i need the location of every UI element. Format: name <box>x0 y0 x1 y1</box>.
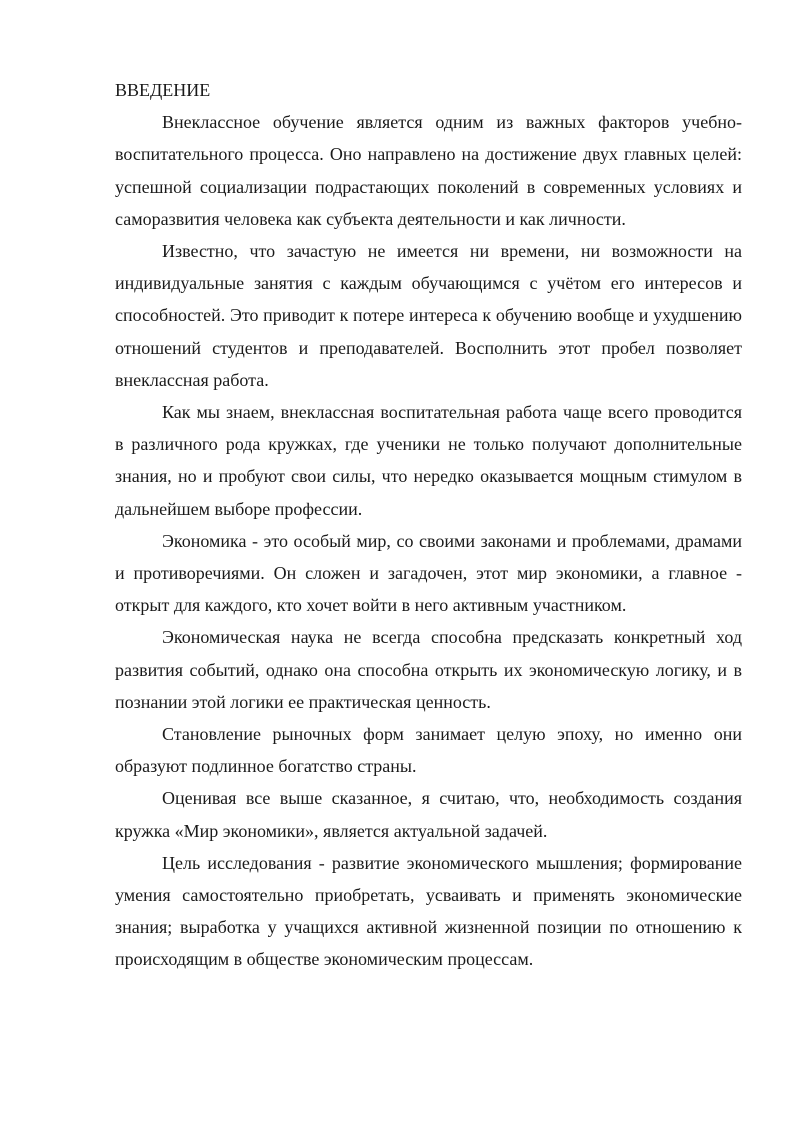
paragraph-8: Цель исследования - развитие экономического мышления; формирование умения самостоятельно приобретать, усваивать и применять экономические знания; выработка у учащихся активной жизненной позиции по отношению к происходящим в обществе экономическим процессам. <box>115 852 742 970</box>
paragraph-1: Внеклассное обучение является одним из важных факторов учебно-воспитательного процесса. Оно направлено на достижение двух главных целей: успешной социализации подрастающих поколений в современных условиях и саморазвития человека как субъекта деятельности и как личности. <box>115 112 742 229</box>
paragraph-6: Становление рыночных форм занимает целую эпоху, но именно они образуют подлинное богатство страны. <box>115 724 742 777</box>
paragraph-5: Экономическая наука не всегда способна предсказать конкретный ход развития событий, однако она способна открыть их экономическую логику, и в познании этой логики ее практическая ценность. <box>115 627 742 712</box>
paragraph-4: Экономика - это особый мир, со своими законами и проблемами, драмами и противоречиями. Он сложен и загадочен, этот мир экономики, а главное - открыт для каждого, кто хочет войти в него активным участником. <box>115 530 742 616</box>
section-heading: ВВЕДЕНИЕ <box>115 80 211 100</box>
paragraph-3: Как мы знаем, внеклассная воспитательная работа чаще всего проводится в различного рода кружках, где ученики не только получают дополнительные знания, но и пробуют свои силы, что нередко оказывается мощным стимулом в дальнейшем выборе профессии. <box>115 402 742 519</box>
paragraph-7: Оценивая все выше сказанное, я считаю, что, необходимость создания кружка «Мир экономики», является актуальной задачей. <box>115 788 742 841</box>
paragraph-2: Известно, что зачастую не имеется ни времени, ни возможности на индивидуальные занятия с каждым обучающимся с учётом его интересов и способностей. Это приводит к потере интереса к обучению вообще и ухудшению отношений студентов и преподавателей. Восполнить этот пробел позволяет внеклассная работа. <box>115 241 742 390</box>
